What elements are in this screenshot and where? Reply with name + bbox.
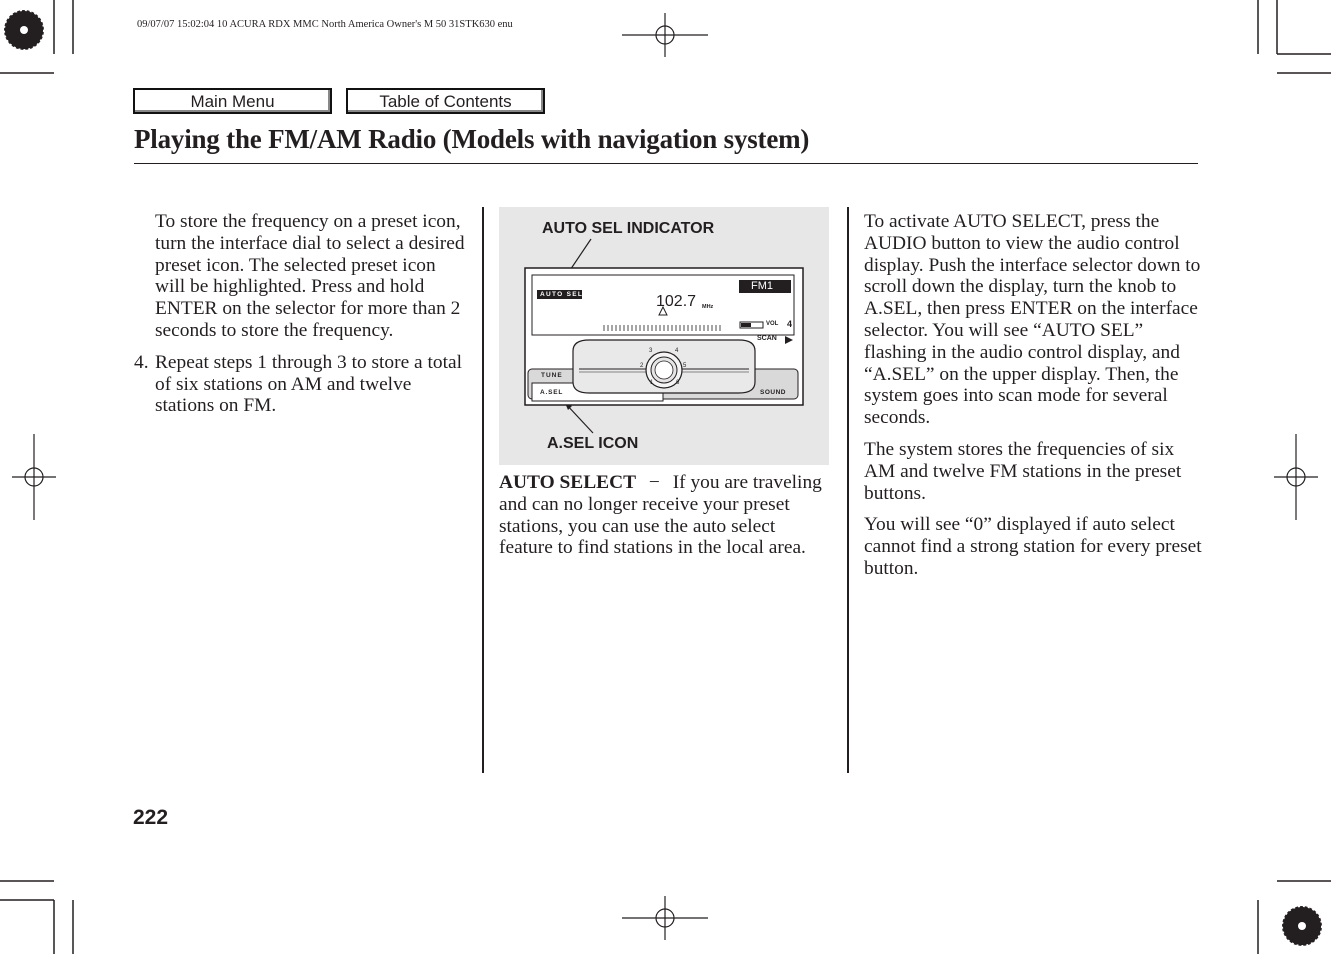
vol-value: 4 [787, 319, 793, 329]
frequency-unit: MHz [702, 304, 714, 310]
sound-label: SOUND [760, 389, 786, 396]
main-menu-button[interactable]: Main Menu [133, 88, 332, 114]
scan-label: SCAN [757, 335, 777, 342]
preset-5: 5 [683, 363, 687, 369]
preset-6: 6 [676, 380, 680, 386]
page-number: 222 [133, 806, 169, 829]
step-4 [134, 352, 469, 417]
column-divider-1 [482, 207, 484, 773]
column-middle [499, 472, 831, 569]
preset-4: 4 [675, 348, 679, 354]
radio-display-figure [499, 207, 829, 465]
vol-label: VOL [766, 321, 779, 327]
registration-target-top-left [4, 10, 44, 50]
asel-icon-label: A.SEL ICON [547, 435, 639, 452]
preset-1: 1 [650, 380, 654, 386]
stores-frequencies-paragraph: The system stores the frequencies of six AM and twelve FM stations in the preset buttons. [864, 438, 1182, 504]
auto-sel-indicator: AUTO SEL [540, 291, 584, 298]
auto-select-paragraph [499, 472, 831, 559]
activate-auto-select-paragraph: To activate AUTO SELECT, press the AUDIO button to view the audio control display. Push the interface selector down to scroll down the display, turn the knob to A.SEL, then press ENTER on the interface selector. You will see “AUTO SEL” flashing in the audio control display, and “A.SEL” on the upper display. Then, the system goes into scan mode for several seconds. [864, 211, 1201, 429]
registration-target-bottom-right [1282, 906, 1322, 946]
store-frequency-paragraph: To store the frequency on a preset icon, turn the interface dial to select a desired preset icon. The selected preset icon will be highlighted. Press and hold ENTER on the selector for more than 2 seconds to store the frequency. [155, 211, 465, 341]
table-of-contents-button[interactable]: Table of Contents [346, 88, 545, 114]
asel-icon: A.SEL [540, 389, 564, 396]
page-title: Playing the FM/AM Radio (Models with navigation system) [134, 124, 810, 154]
step-4-text: Repeat steps 1 through 3 to store a total of six stations on AM and twelve stations on FM. [155, 351, 462, 417]
print-header: 09/07/07 15:02:04 10 ACURA RDX MMC North America Owner's M 50 31STK630 enu [137, 19, 513, 30]
band-indicator: FM1 [751, 280, 773, 292]
title-rule [134, 163, 1198, 164]
column-left [134, 211, 469, 417]
radio-panel-illustration [499, 207, 829, 465]
zero-displayed-paragraph: You will see “0” displayed if auto select cannot find a strong station for every preset button. [864, 514, 1202, 579]
column-right [864, 211, 1204, 590]
auto-sel-indicator-label: AUTO SEL INDICATOR [542, 220, 715, 237]
column-divider-2 [847, 207, 849, 773]
preset-2: 2 [640, 363, 644, 369]
step-4-number: 4. [134, 351, 149, 373]
tune-label: TUNE [541, 372, 563, 379]
auto-select-text: If you are traveling and can no longer receive your preset stations, you can use the auto select feature to find stations in the local area. [499, 472, 822, 559]
auto-select-term: AUTO SELECT [499, 472, 637, 493]
frequency-readout: 102.7 [656, 293, 697, 310]
preset-3: 3 [649, 348, 653, 354]
term-dash: − [648, 472, 660, 493]
